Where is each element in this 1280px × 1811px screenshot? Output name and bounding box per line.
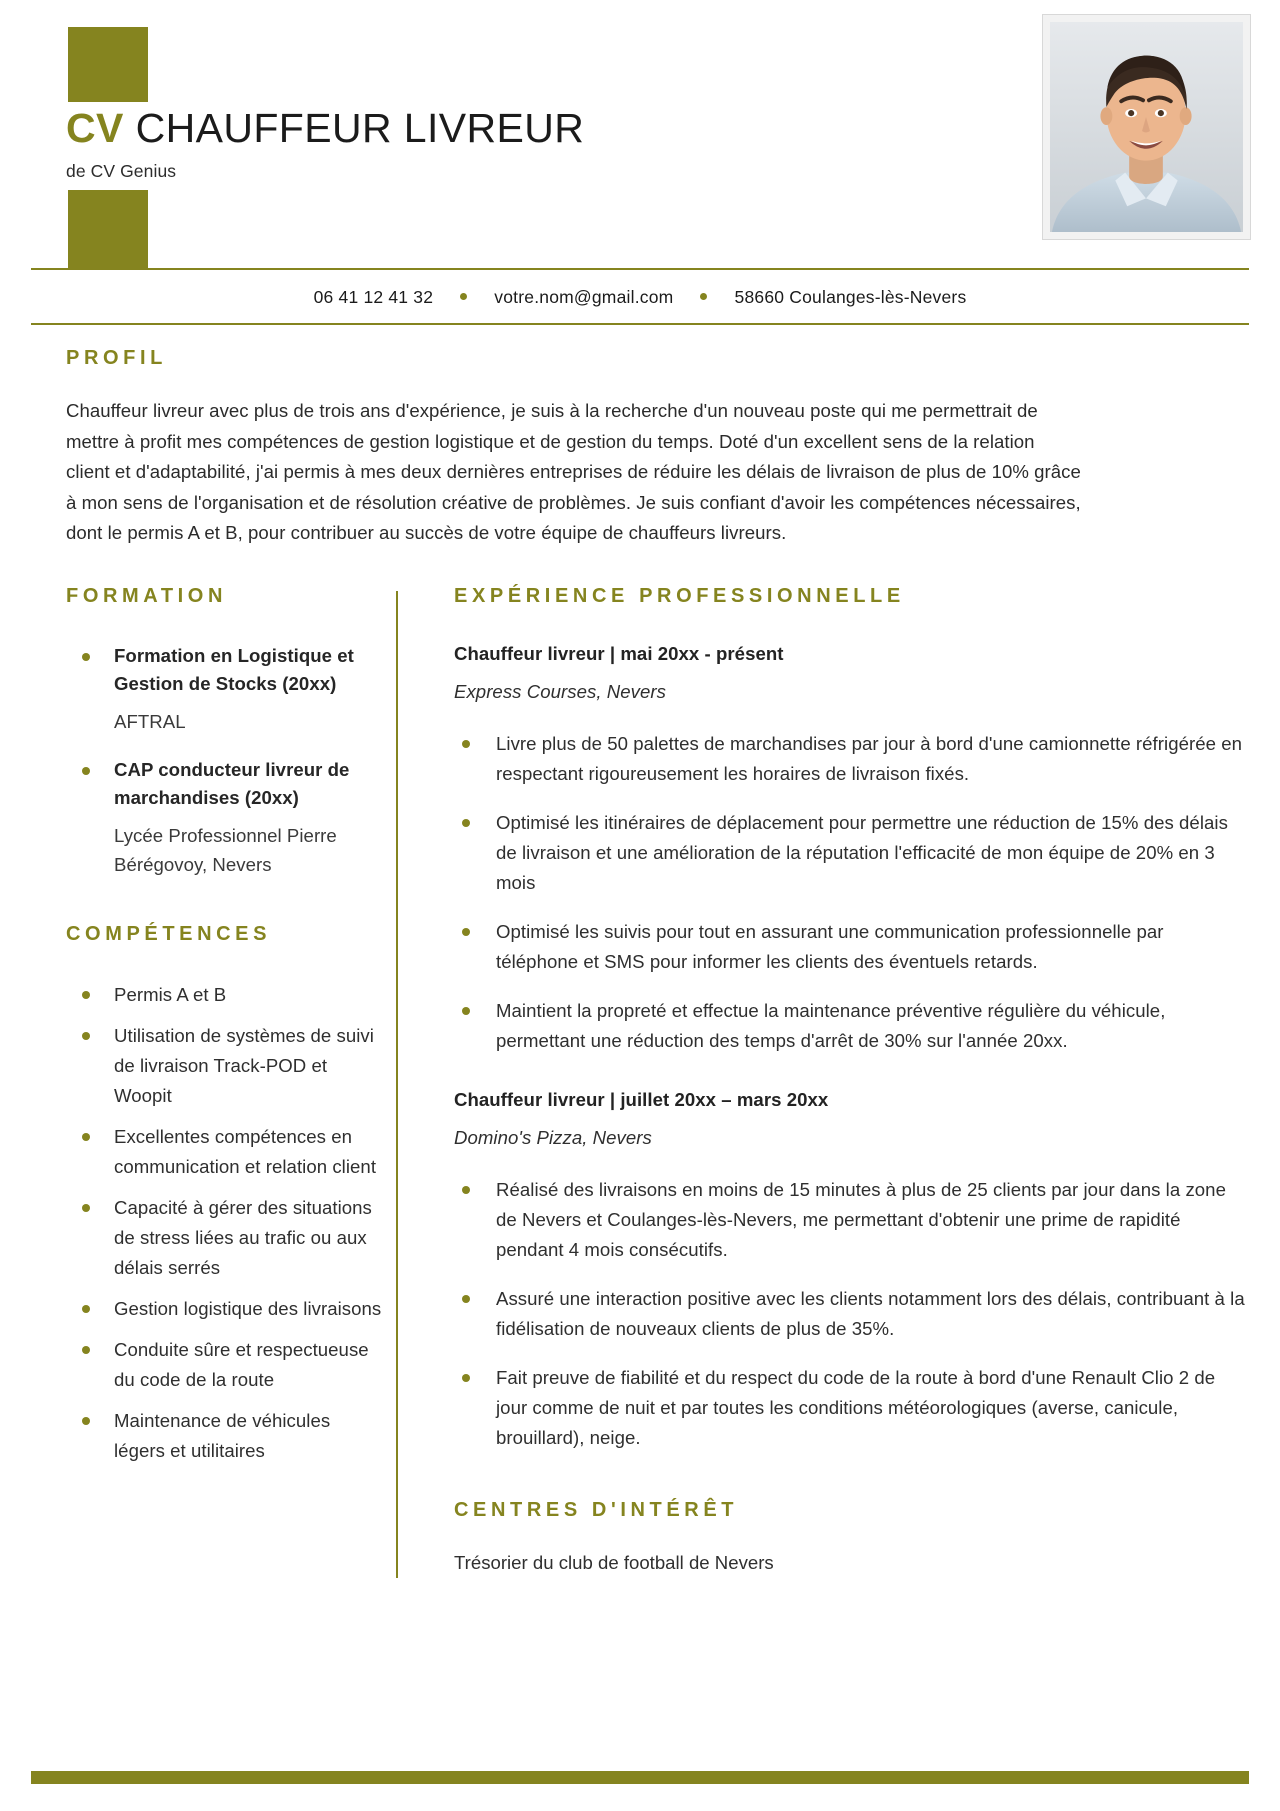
job-company: Domino's Pizza, Nevers <box>454 1126 652 1148</box>
section-title-formation: FORMATION <box>66 584 228 607</box>
decorative-square-bottom <box>68 190 148 268</box>
contact-phone: 06 41 12 41 32 <box>313 287 434 307</box>
separator-dot-icon <box>460 293 467 300</box>
skill-text: Utilisation de systèmes de suivi de livraison Track-POD et Woopit <box>114 1024 374 1106</box>
list-item <box>66 1406 386 1466</box>
list-item <box>66 1021 386 1111</box>
list-item: Livre plus de 50 palettes de marchandises par jour à bord d'une camionnette réfrigérée en respectant rigoureusement les horaires de livraison fixés. <box>454 729 1249 789</box>
decorative-square-top <box>68 27 148 102</box>
content-columns <box>0 585 1280 1578</box>
skill-text: Gestion logistique des livraisons <box>114 1297 382 1319</box>
job-entry <box>454 640 1249 1056</box>
interest-text: Trésorier du club de football de Nevers <box>454 1551 774 1573</box>
title-main: CHAUFFEUR LIVREUR <box>135 105 585 151</box>
education-school: Lycée Professionnel Pierre Bérégovoy, Nevers <box>114 824 337 875</box>
section-title-interets: CENTRES D'INTÉRÊT <box>454 1498 739 1521</box>
section-formation <box>66 585 386 879</box>
left-column <box>66 585 396 1578</box>
job-title: Chauffeur livreur | juillet 20xx – mars 20xx <box>454 1088 829 1110</box>
list-item <box>66 1193 386 1283</box>
skill-text: Conduite sûre et respectueuse du code de la route <box>114 1338 369 1390</box>
right-column <box>398 585 1249 1578</box>
portrait-photo <box>1050 22 1243 232</box>
job-duties-list <box>454 1175 1249 1453</box>
separator-dot-icon <box>700 293 707 300</box>
list-item: Optimisé les suivis pour tout en assurant une communication professionnelle par téléphone et SMS pour informer les clients des éventuels retards. <box>454 917 1249 977</box>
education-degree: CAP conducteur livreur de marchandises (20xx) <box>114 758 350 808</box>
education-school: AFTRAL <box>114 710 186 732</box>
profil-text: Chauffeur livreur avec plus de trois ans d'expérience, je suis à la recherche d'un nouveau poste qui me permettrait de mettre à profit mes compétences de gestion logistique et de gestion du temps. Doté d'un excellent sens de la relation client et d'adaptabilité, j'ai permis à mes deux dernières entreprises de réduire les délais de livraison de plus de 10% grâce à mon sens de l'organisation et de résolution créative de problèmes. Je suis confiant d'avoir les compétences nécessaires, dont le permis A et B, pour contribuer au succès de votre équipe de chauffeurs livreurs. <box>66 400 1081 543</box>
job-title: Chauffeur livreur | mai 20xx - présent <box>454 642 784 664</box>
list-item <box>66 1294 386 1324</box>
page-title <box>66 103 584 153</box>
list-item <box>66 756 386 879</box>
cv-header <box>0 0 1280 268</box>
job-company: Express Courses, Nevers <box>454 680 666 702</box>
list-item <box>66 1335 386 1395</box>
section-title-competences: COMPÉTENCES <box>66 922 272 945</box>
title-prefix: CV <box>66 105 124 151</box>
contact-address: 58660 Coulanges-lès-Nevers <box>734 287 967 307</box>
section-title-profil: PROFIL <box>66 347 167 369</box>
section-interets <box>454 1499 1249 1578</box>
list-item <box>66 642 386 736</box>
section-profil <box>0 325 1280 549</box>
skill-text: Capacité à gérer des situations de stress liées au trafic ou aux délais serrés <box>114 1196 372 1278</box>
competences-list <box>66 980 386 1466</box>
list-item: Réalisé des livraisons en moins de 15 minutes à plus de 25 clients par jour dans la zone de Nevers et Coulanges-lès-Nevers, me permettant d'obtenir une prime de rapidité pendant 4 mois consécutifs. <box>454 1175 1249 1265</box>
skill-text: Permis A et B <box>114 983 227 1005</box>
list-item: Fait preuve de fiabilité et du respect du code de la route à bord d'une Renault Clio 2 de jour comme de nuit et par toutes les conditions météorologiques (averse, canicule, brouillard), neige. <box>454 1363 1249 1453</box>
section-title-experience: EXPÉRIENCE PROFESSIONNELLE <box>454 584 905 607</box>
skill-text: Excellentes compétences en communication et relation client <box>114 1125 377 1177</box>
contact-email: votre.nom@gmail.com <box>494 287 674 307</box>
list-item: Maintient la propreté et effectue la maintenance préventive régulière du véhicule, permettant une réduction des temps d'arrêt de 30% sur l'année 20xx. <box>454 996 1249 1056</box>
education-degree: Formation en Logistique et Gestion de Stocks (20xx) <box>114 644 354 694</box>
formation-list <box>66 642 386 879</box>
contact-bar <box>0 270 1280 323</box>
list-item: Optimisé les itinéraires de déplacement pour permettre une réduction de 15% des délais de livraison et une amélioration de la réputation l'efficacité de mon équipe de 20% en 3 mois <box>454 808 1249 898</box>
job-duties-list <box>454 729 1249 1056</box>
skill-text: Maintenance de véhicules légers et utilitaires <box>114 1409 331 1461</box>
footer-bar <box>31 1771 1249 1784</box>
name-block <box>66 103 584 183</box>
list-item: Assuré une interaction positive avec les clients notamment lors des délais, contribuant à la fidélisation de nouveaux clients de plus de 35%. <box>454 1284 1249 1344</box>
subtitle: de CV Genius <box>66 161 177 181</box>
portrait-illustration <box>1050 22 1243 232</box>
section-competences <box>66 923 386 1466</box>
list-item <box>66 980 386 1010</box>
avatar <box>1042 14 1251 240</box>
list-item <box>66 1122 386 1182</box>
job-entry <box>454 1086 1249 1453</box>
